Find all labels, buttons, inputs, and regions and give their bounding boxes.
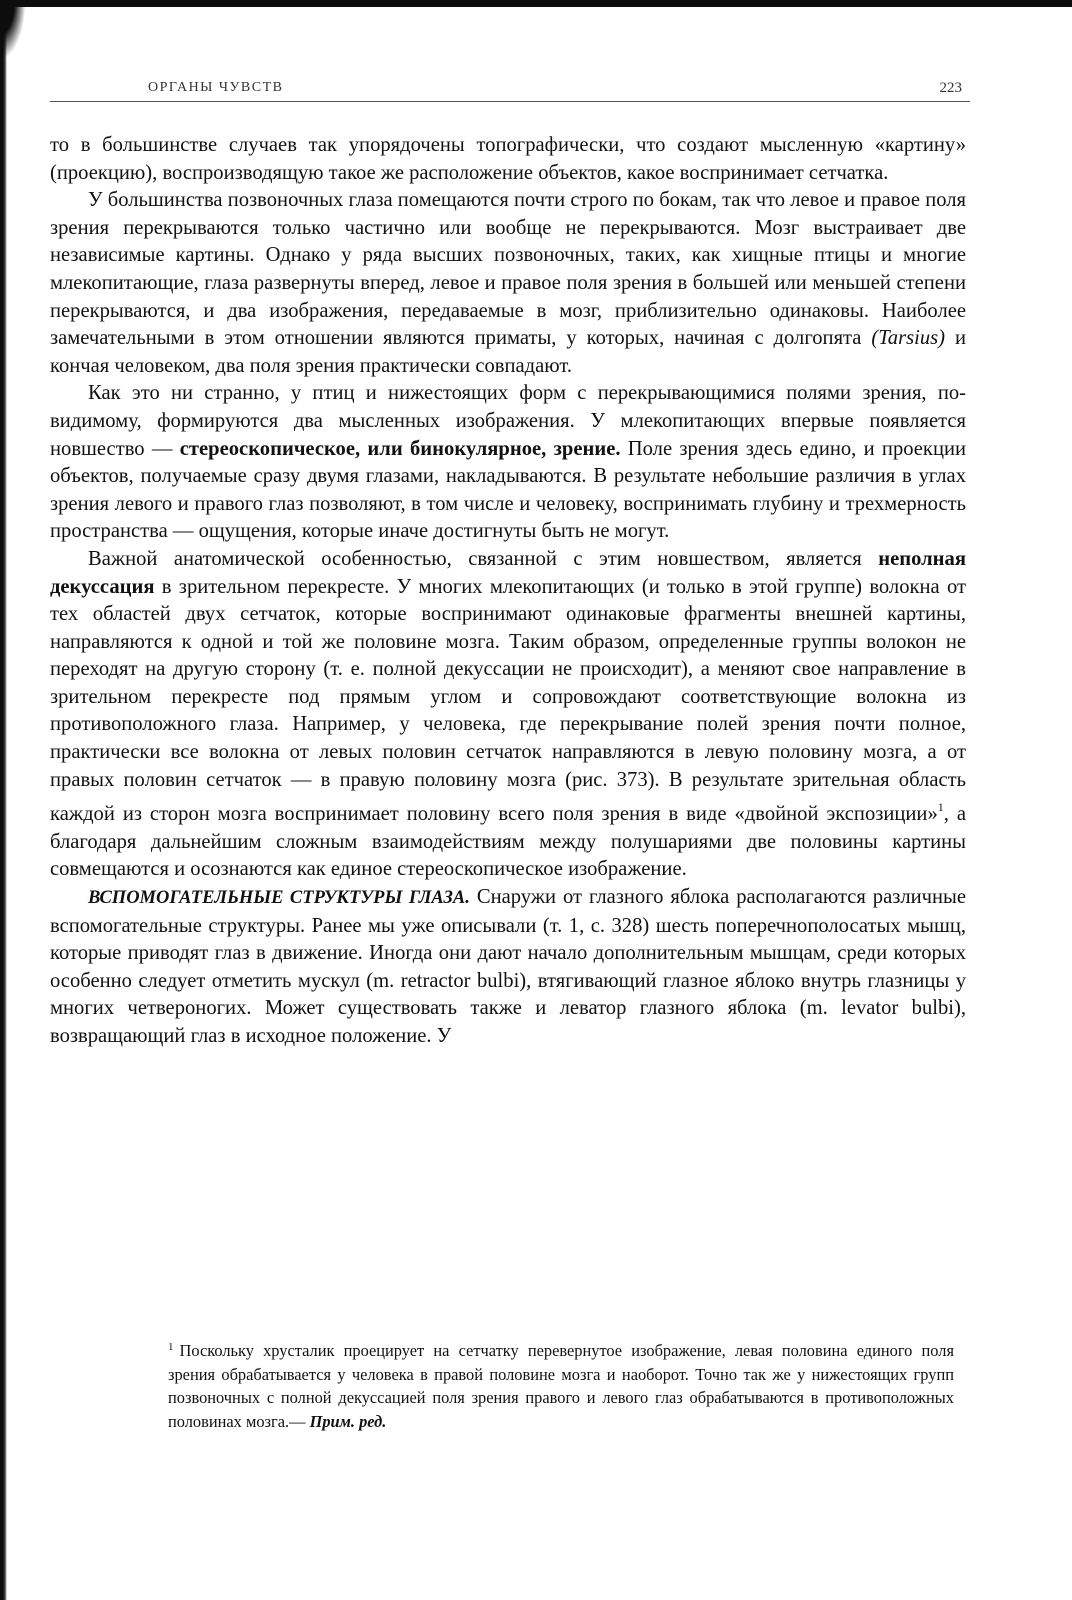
paragraph-continued xyxy=(50,132,966,187)
scan-corner-shadow xyxy=(0,0,26,60)
running-title: ОРГАНЫ ЧУВСТВ xyxy=(148,80,284,95)
footnote xyxy=(168,1336,954,1433)
term-binocular-vision: стереоскопическое, или бинокулярное, зрение. xyxy=(179,437,621,460)
header-rule xyxy=(50,101,970,102)
section-run-in-heading: ВСПОМОГАТЕЛЬНЫЕ СТРУКТУРЫ ГЛАЗА. xyxy=(88,888,470,909)
paragraph-2-text-b: и кончая человеком, два поля зрения практически совпадают. xyxy=(50,327,966,377)
page-number: 223 xyxy=(939,80,962,96)
footnote-reference[interactable]: 1 xyxy=(937,800,944,815)
paragraph-5-text: Снаружи от глазного яблока располагаются различные вспомогательные структуры. Ранее мы уже описывали (т. 1, с. 328) шесть поперечнополосатых мышц, которые приводят глаз в движение. Иногда они дают начало дополнительным мышцам, среди которых особенно следует отметить мускул (m. retractor bulbi), втягивающий глазное яблоко внутрь глазницы у многих четвероногих. Может существовать также и леватор глазного яблока (m. levator bulbi), возвращающий глаз в исходное положение. У xyxy=(50,886,966,1047)
scan-border-left xyxy=(0,0,7,1600)
scan-border-top xyxy=(0,0,1072,7)
latin-name-tarsius: (Tarsius) xyxy=(871,327,946,350)
paragraph-accessory-structures xyxy=(50,884,966,1051)
editor-note-label: Прим. ред. xyxy=(309,1411,387,1431)
paragraph-4-text-b: в зрительном перекресте. У многих млекопитающих (и только в этой группе) волокна от тех областей двух сетчаток, которые воспринимают одинаковые фрагменты внешней картины, направляются к одной и той же половине мозга. Таким образом, определенные группы волокон не переходят на другую сторону (т. е. полной декуссации не происходит), а меняют свое направление в зрительном перекресте под прямым углом и сопровождают соответствующие волокна из противоположного глаза. Например, у человека, где перекрывание полей зрения почти полное, практически все волокна от левых половин сетчаток направляются в левую половину мозга, а от правых половин сетчаток — в правую половину мозга (рис. 373). В результате зрительная область каждой из сторон мозга воспринимает половину всего поля зрения в виде «двойной экспозиции» xyxy=(50,575,966,826)
paragraph-4-text-c: , а благодаря дальнейшим сложным взаимодействиям между полушариями две половины картины совмещаются и осознаются как единое стереоскопическое изображение. xyxy=(50,803,967,881)
paragraph-binocular-vision xyxy=(50,380,966,546)
paragraph-decussation xyxy=(50,546,966,884)
running-header xyxy=(50,80,970,106)
paragraph-3-text-b: Поле зрения здесь едино, и проекции объектов, получаемые сразу двумя глазами, накладываются. В результате небольшие различия в углах зрения левого и правого глаз позволяют, в том числе и человеку, воспринимать глубину и трехмерность пространства — ощущения, которые иначе достигнуты быть не могут. xyxy=(50,437,967,543)
paragraph-3-text-a: Как это ни странно, у птиц и нижестоящих форм с перекрывающимися полями зрения, по-видимому, формируются два мысленных изображения. У млекопитающих впервые появляется новшество — xyxy=(50,382,966,460)
footnote-text: Поскольку хрусталик проецирует на сетчатку перевернутое изображение, левая половина единого поля зрения обрабатывается у человека в правой половине мозга и наоборот. Точно так же у нижестоящих групп позвоночных с полной декуссацией поля зрения правого и левого глаз обрабатываются в противоположных половинах мозга.— xyxy=(168,1341,954,1431)
term-incomplete-decussation: неполная декуссация xyxy=(50,547,966,598)
paragraph-1-text: то в большинстве случаев так упорядочены топографически, что создают мысленную «картину» (проекцию), воспроизводящую такое же расположение объектов, какое воспринимает сетчатка. xyxy=(50,134,966,184)
body-text xyxy=(50,132,966,1051)
paragraph-4-text-a: Важной анатомической особенностью, связанной с этим новшеством, является xyxy=(88,547,879,570)
paragraph-visual-fields xyxy=(50,187,966,380)
footnote-marker: 1 xyxy=(168,1341,174,1353)
paragraph-2-text-a: У большинства позвоночных глаза помещаются почти строго по бокам, так что левое и правое поля зрения перекрываются только частично или вообще не перекрываются. Мозг выстраивает две независимые картины. Однако у ряда высших позвоночных, таких, как хищные птицы и многие млекопитающие, глаза развернуты вперед, левое и правое поля зрения в большей или меньшей степени перекрываются, и два изображения, передаваемые в мозг, приблизительно одинаковы. Наиболее замечательными в этом отношении являются приматы, у которых, начиная с долгопята xyxy=(50,189,966,350)
